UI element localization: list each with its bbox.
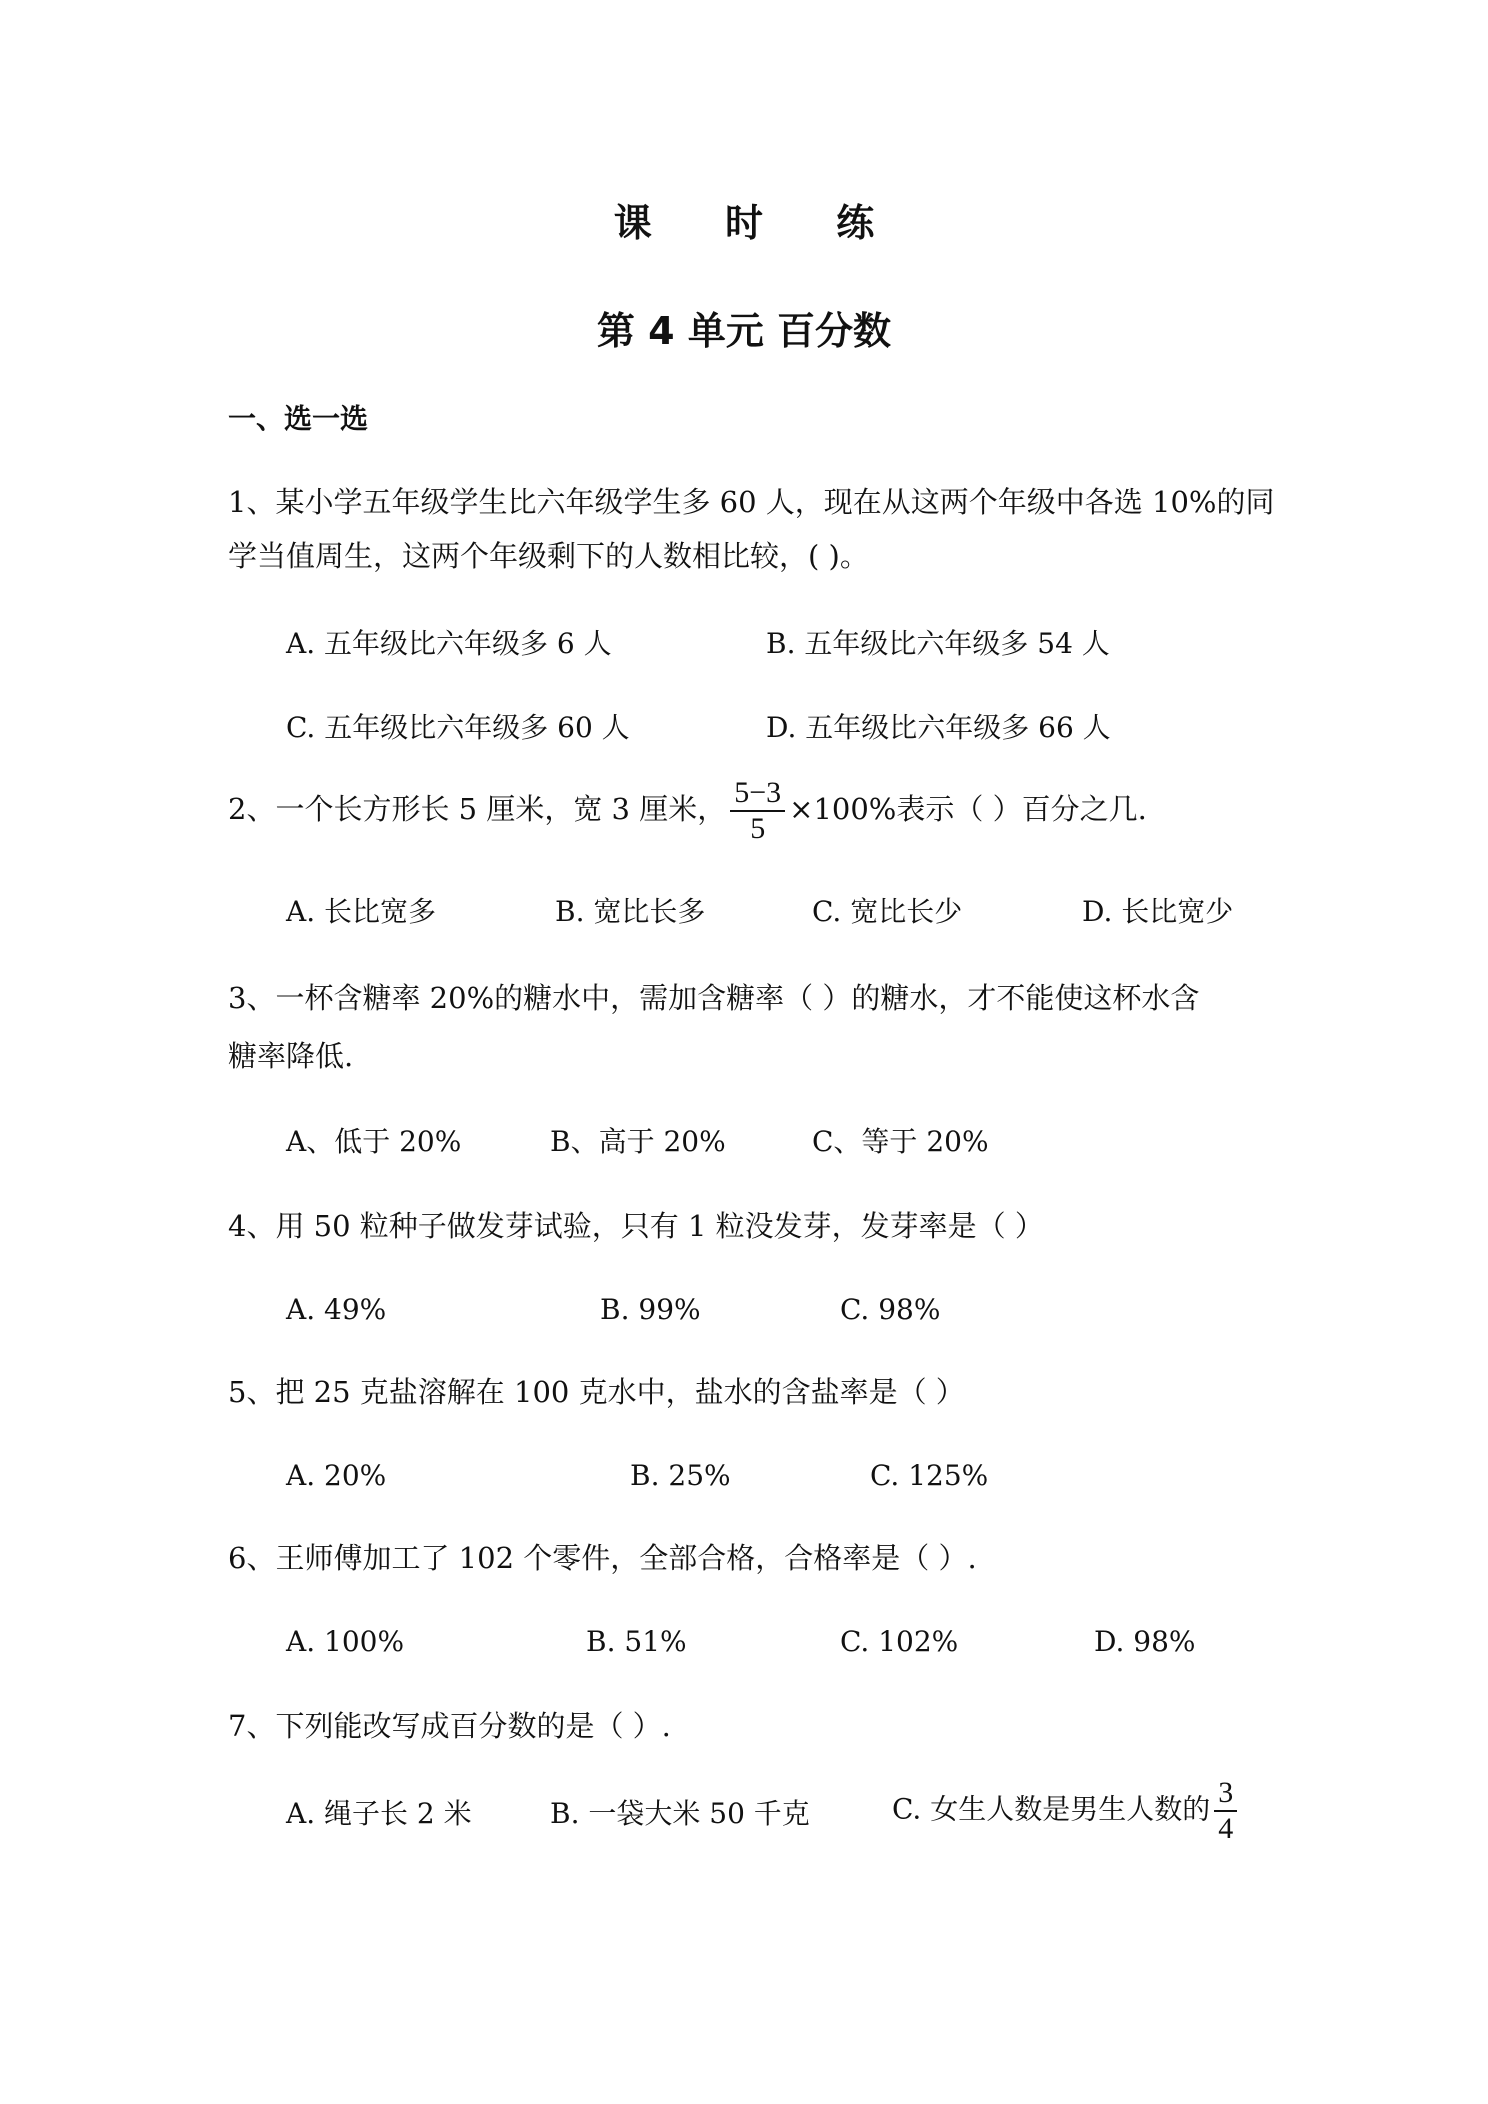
question-6-option-b[interactable]: B. 51% <box>586 1625 687 1658</box>
question-4-option-a[interactable]: A. 49% <box>286 1293 387 1326</box>
question-4-option-b[interactable]: B. 99% <box>600 1293 701 1326</box>
question-6-option-a[interactable]: A. 100% <box>286 1625 405 1658</box>
question-4-option-c[interactable]: C. 98% <box>840 1293 941 1326</box>
question-5-option-a[interactable]: A. 20% <box>286 1459 387 1492</box>
question-1-option-d[interactable]: D. 五年级比六年级多 66 人 <box>766 711 1111 744</box>
question-7-option-c[interactable] <box>892 1776 1241 1846</box>
fraction-numerator: 5−3 <box>730 776 785 812</box>
question-6-line: 6、王师傅加工了 102 个零件，全部合格，合格率是（ ）. <box>228 1541 977 1575</box>
question-5-option-c[interactable]: C. 125% <box>870 1459 989 1492</box>
section-heading: 一、选一选 <box>228 402 369 435</box>
question-6-option-c[interactable]: C. 102% <box>840 1625 959 1658</box>
question-3-option-a[interactable]: A、低于 20% <box>286 1125 462 1158</box>
question-2-text-before: 2、一个长方形长 5 厘米，宽 3 厘米， <box>228 792 727 826</box>
question-7-option-a[interactable]: A. 绳子长 2 米 <box>286 1797 472 1830</box>
question-7-option-c-text: C. 女生人数是男生人数的 <box>892 1792 1211 1826</box>
question-7-line: 7、下列能改写成百分数的是（ ）. <box>228 1709 671 1743</box>
question-4-line: 4、用 50 粒种子做发芽试验，只有 1 粒没发芽，发芽率是（ ） <box>228 1209 1044 1243</box>
question-2-option-a[interactable]: A. 长比宽多 <box>286 895 437 928</box>
question-5-option-b[interactable]: B. 25% <box>630 1459 731 1492</box>
fraction-denominator: 4 <box>1218 1812 1234 1845</box>
question-7-option-b[interactable]: B. 一袋大米 50 千克 <box>550 1797 810 1830</box>
question-2-text-after: ×100%表示（ ）百分之几. <box>789 792 1147 826</box>
question-5-line: 5、把 25 克盐溶解在 100 克水中，盐水的含盐率是（ ） <box>228 1375 965 1409</box>
question-1-option-b[interactable]: B. 五年级比六年级多 54 人 <box>766 627 1110 660</box>
question-1-line-1: 1、某小学五年级学生比六年级学生多 60 人，现在从这两个年级中各选 10%的同 <box>228 485 1275 519</box>
question-3-option-c[interactable]: C、等于 20% <box>812 1125 989 1158</box>
question-2-option-d[interactable]: D. 长比宽少 <box>1082 895 1234 928</box>
question-2-line <box>228 776 1147 846</box>
page-title: 课 时 练 <box>613 201 905 245</box>
question-1-option-c[interactable]: C. 五年级比六年级多 60 人 <box>286 711 630 744</box>
question-2-fraction <box>730 776 785 846</box>
unit-subtitle: 第 4 单元 百分数 <box>596 309 892 353</box>
question-7-fraction <box>1214 1776 1237 1846</box>
question-3-option-b[interactable]: B、高于 20% <box>550 1125 726 1158</box>
question-2-option-c[interactable]: C. 宽比长少 <box>812 895 963 928</box>
question-3-line-1: 3、一杯含糖率 20%的糖水中，需加含糖率（ ）的糖水，才不能使这杯水含 <box>228 981 1200 1015</box>
question-6-option-d[interactable]: D. 98% <box>1094 1625 1196 1658</box>
fraction-denominator: 5 <box>750 812 766 845</box>
question-3-line-2: 糖率降低. <box>228 1039 354 1073</box>
question-1-option-a[interactable]: A. 五年级比六年级多 6 人 <box>286 627 612 660</box>
question-1-line-2: 学当值周生，这两个年级剩下的人数相比较，( )。 <box>228 539 869 573</box>
fraction-numerator: 3 <box>1214 1776 1237 1812</box>
question-2-option-b[interactable]: B. 宽比长多 <box>555 895 706 928</box>
